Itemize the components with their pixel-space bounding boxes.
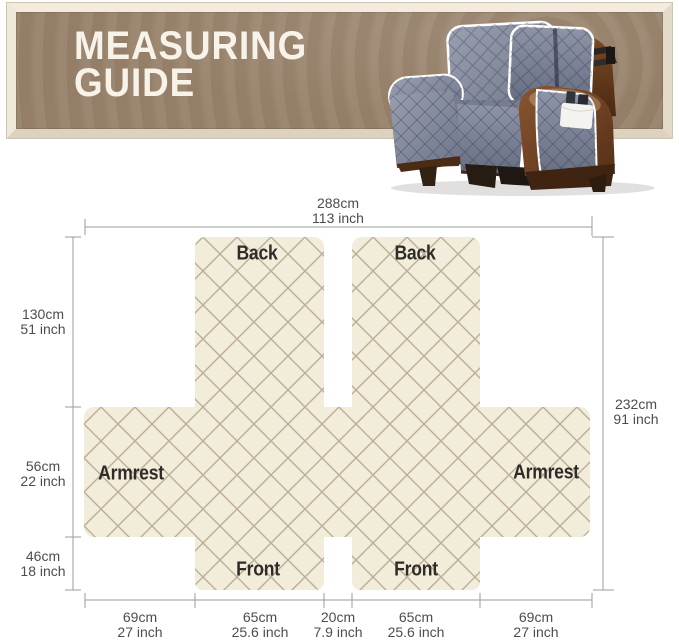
measurement-right-inch: 91 inch	[613, 411, 659, 427]
measurement-left-back	[20, 307, 65, 337]
dimension-line-right	[592, 237, 614, 590]
page-title	[74, 24, 308, 105]
sofa-footrest-left	[389, 90, 463, 172]
measurement-left-armrest-cm: 56cm	[25, 458, 61, 474]
measurement-top	[312, 196, 364, 226]
measurement-bottom-3	[313, 610, 362, 640]
panel-label-front-left: Front	[236, 558, 280, 581]
dimension-line-bottom	[85, 593, 592, 608]
panel-label-armrest-left: Armrest	[98, 462, 164, 485]
panel-label-back-right: Back	[394, 242, 436, 265]
measurement-left-armrest	[20, 459, 65, 489]
measurement-bottom-5-inch: 27 inch	[513, 624, 559, 640]
title-line-1: MEASURING	[74, 24, 308, 68]
measurement-bottom-1-inch: 27 inch	[117, 624, 163, 640]
measurement-left-front-cm: 46cm	[25, 548, 61, 564]
measurement-bottom-4-inch: 25.6 inch	[387, 624, 445, 640]
measurement-left-back-inch: 51 inch	[20, 321, 66, 337]
dimension-line-left	[65, 237, 81, 590]
panel-label-armrest-right: Armrest	[513, 461, 579, 484]
measurement-bottom-2-inch: 25.6 inch	[231, 624, 289, 640]
title-line-2: GUIDE	[74, 61, 196, 105]
measurement-bottom-3-inch: 7.9 inch	[313, 624, 363, 640]
measurement-bottom-3-cm: 20cm	[320, 609, 356, 625]
measurement-left-armrest-inch: 22 inch	[20, 473, 66, 489]
measurement-right	[613, 397, 658, 427]
measurement-bottom-2	[232, 610, 289, 640]
measurement-left-front-inch: 18 inch	[20, 563, 66, 579]
measurement-left-front	[20, 549, 65, 579]
measurement-bottom-5	[513, 610, 558, 640]
cover-outline	[84, 237, 590, 590]
panel-label-back-left: Back	[236, 242, 278, 265]
cover-diagram-shape	[84, 237, 590, 590]
measurement-bottom-4	[388, 610, 445, 640]
panel-label-front-right: Front	[394, 558, 438, 581]
measurement-bottom-2-cm: 65cm	[242, 609, 278, 625]
measurement-top-cm: 288cm	[316, 195, 360, 211]
product-photo	[385, 16, 665, 198]
measurement-bottom-4-cm: 65cm	[398, 609, 434, 625]
measurement-top-inch: 113 inch	[312, 210, 364, 226]
measurement-bottom-5-cm: 69cm	[518, 609, 554, 625]
measurement-bottom-1-cm: 69cm	[122, 609, 158, 625]
measurement-left-back-cm: 130cm	[21, 306, 65, 322]
measurement-bottom-1	[117, 610, 162, 640]
measurement-right-cm: 232cm	[614, 396, 658, 412]
